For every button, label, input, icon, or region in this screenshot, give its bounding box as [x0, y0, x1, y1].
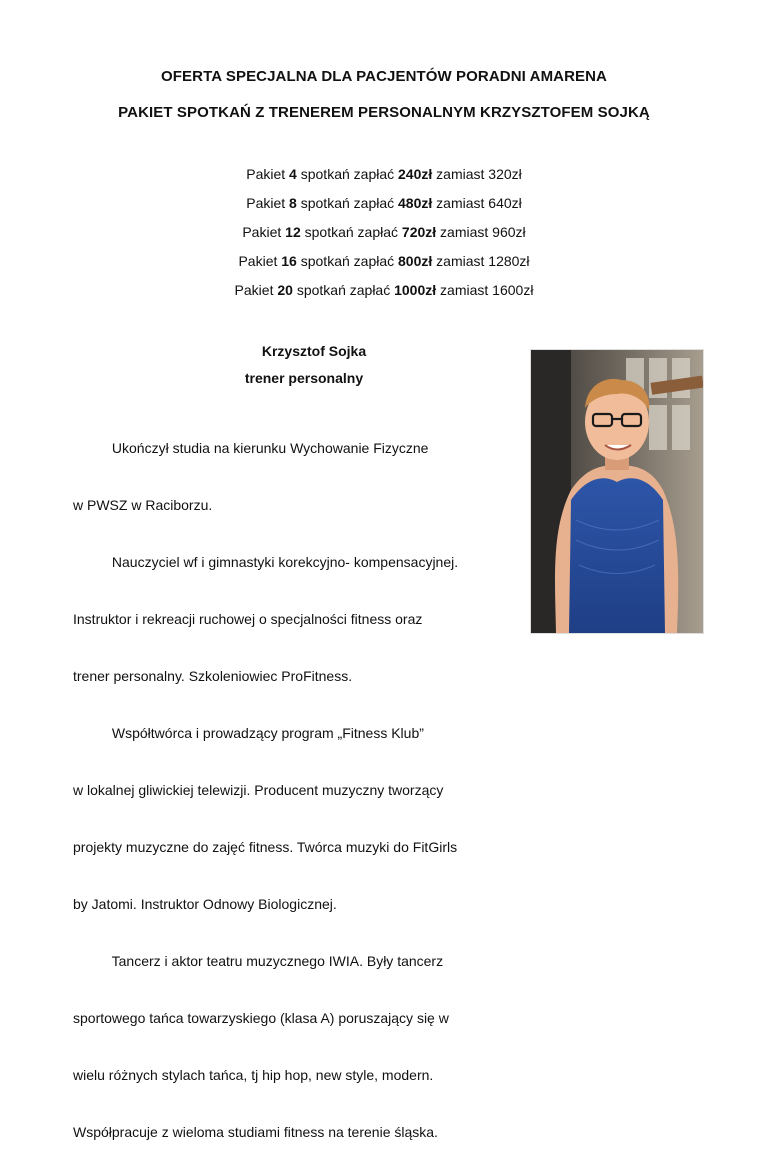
bio-line: trener personalny. Szkoleniowiec ProFitness. — [73, 668, 353, 684]
bio-line: sportowego tańca towarzyskiego (klasa A) poruszający się w — [73, 1010, 449, 1026]
bio-line: Współtwórca i prowadzący program „Fitness Klub” — [73, 725, 424, 741]
bio-line: wielu różnych stylach tańca, tj hip hop, new style, modern. — [73, 1067, 434, 1083]
bio-line: w lokalnej gliwickiej telewizji. Producent muzyczny tworzący — [73, 782, 444, 798]
trainer-name: Krzysztof Sojka — [261, 343, 367, 359]
package-item: Pakiet 12 spotkań zapłać 720zł zamiast 960zł — [242, 224, 526, 240]
bio-line: Nauczyciel wf i gimnastyki korekcyjno- kompensacyjnej. — [73, 554, 459, 570]
page-title: OFERTA SPECJALNA DLA PACJENTÓW PORADNI AMARENA — [161, 68, 607, 85]
bio-line: Instruktor i rekreacji ruchowej o specjalności fitness oraz — [73, 611, 423, 627]
trainer-bio — [73, 401, 513, 1161]
package-list — [0, 160, 768, 305]
bio-line: Tancerz i aktor teatru muzycznego IWIA. Były tancerz — [73, 953, 444, 969]
trainer-photo — [530, 349, 704, 634]
page-subtitle: PAKIET SPOTKAŃ Z TRENEREM PERSONALNYM KRZYSZTOFEM SOJKĄ — [118, 104, 650, 121]
bio-line: w PWSZ w Raciborzu. — [73, 497, 213, 513]
bio-line: by Jatomi. Instruktor Odnowy Biologicznej. — [73, 896, 337, 912]
bio-line: projekty muzyczne do zajęć fitness. Twórca muzyki do FitGirls — [73, 839, 458, 855]
package-item: Pakiet 4 spotkań zapłać 240zł zamiast 320zł — [246, 166, 522, 182]
package-item: Pakiet 8 spotkań zapłać 480zł zamiast 640zł — [246, 195, 522, 211]
trainer-role: trener personalny — [244, 370, 364, 386]
bio-line: Ukończył studia na kierunku Wychowanie Fizyczne — [73, 440, 429, 456]
bio-line: Współpracuje z wieloma studiami fitness na terenie śląska. — [73, 1124, 438, 1140]
package-item: Pakiet 20 spotkań zapłać 1000zł zamiast 1600zł — [234, 282, 534, 298]
package-item: Pakiet 16 spotkań zapłać 800zł zamiast 1280zł — [238, 253, 530, 269]
